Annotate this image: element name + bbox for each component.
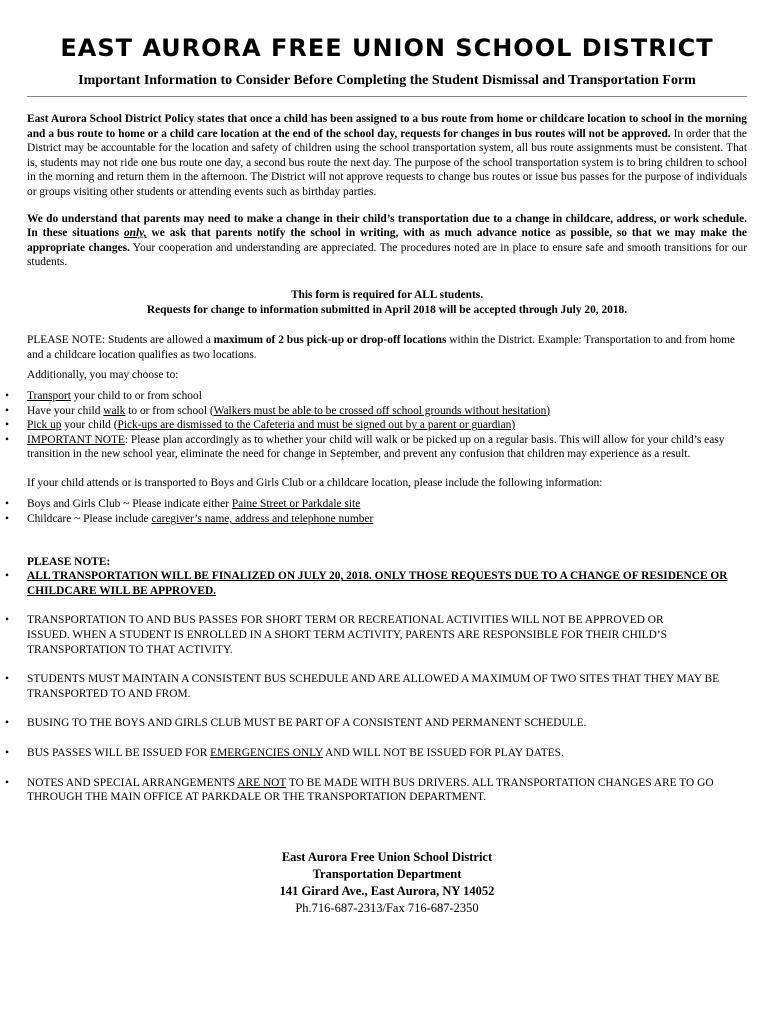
choice-text: Have your child [27, 404, 104, 417]
bullet-icon: • [5, 717, 9, 730]
list-item [5, 776, 747, 805]
childcare-underlined-text: caregiver’s name, address and telephone number [151, 513, 374, 526]
list-item [5, 389, 747, 404]
note-text: AND WILL NOT BE ISSUED FOR PLAY DATES. [322, 747, 564, 759]
childcare-underlined-text: Paine Street or Parkdale site [231, 498, 361, 511]
note-underlined-text: EMERGENCIES ONLY [210, 747, 323, 759]
change-bold-only: only, [123, 227, 147, 240]
list-item [5, 569, 747, 598]
list-item [5, 746, 747, 761]
choice-underlined-text: Walkers must be able to be crossed off school grounds without hesitation) [213, 404, 551, 417]
bullet-icon: • [5, 776, 9, 789]
choice-underlined-text: IMPORTANT NOTE [27, 433, 125, 446]
footer-phone-fax: Ph.716-687-2313/Fax 716-687-2350 [295, 900, 479, 915]
list-item [5, 418, 747, 433]
bullet-icon: • [5, 513, 9, 526]
notes-heading: PLEASE NOTE: [27, 555, 111, 568]
list-item [5, 512, 747, 527]
additionally-line: Additionally, you may choose to: [27, 369, 179, 382]
notes-list [5, 569, 747, 805]
childcare-text: Boys and Girls Club ~ Please indicate either [27, 498, 232, 511]
list-item [5, 433, 747, 462]
childcare-intro: If your child attends or is transported to Boys and Girls Club or a childcare location, please include the following information: [27, 476, 603, 489]
footer-district: East Aurora Free Union School District [281, 849, 493, 864]
childcare-text: Childcare ~ Please include [27, 513, 152, 526]
choice-underlined-text: Pick up [27, 419, 62, 432]
policy-bold-text: East Aurora School District Policy states that once a child has been assigned to a bus route from home or childcare location to school in the morning and a bus route to home or a child care location at the end of the school day, requests for changes in bus routes will not be approved. [27, 113, 747, 140]
required-line-1: This form is required for ALL students. [290, 288, 484, 301]
choice-text: : Please plan accordingly as to whether your child will walk or be picked up on a regular basis. This will allow for your child’s easy transition in the new school year, eliminate the need for change in September, and prevent any confusion that children may experience as a result. [27, 433, 725, 461]
childcare-list [5, 497, 747, 526]
bullet-icon: • [5, 747, 9, 759]
note-text: NOTES AND SPECIAL ARRANGEMENTS [27, 776, 238, 789]
bullet-icon: • [5, 404, 9, 417]
note-text: BUS PASSES WILL BE ISSUED FOR [27, 747, 211, 759]
change-text: Your cooperation and understanding are appreciated. The procedures noted are in place to ensure safe and smooth transitions for our students. [27, 241, 747, 269]
document-subtitle: Important Information to Consider Before Completing the Student Dismissal and Transportation Form [78, 73, 696, 88]
locations-note [27, 333, 747, 362]
bullet-icon: • [5, 389, 9, 402]
choice-link-text: Transport [27, 389, 71, 402]
bullet-icon: • [5, 614, 9, 627]
note-text: TO BE MADE WITH BUS DRIVERS. ALL TRANSPORTATION CHANGES ARE TO GO THROUGH THE MAIN OFFICE AT PARKDALE OR THE TRANSPORTATION DEPARTMENT. [27, 776, 714, 804]
choice-underlined-text: walk [103, 404, 126, 417]
locations-note-text-a: PLEASE NOTE: Students are allowed a [27, 334, 214, 347]
policy-paragraph [27, 112, 747, 200]
list-item [5, 716, 747, 731]
choice-text: your child ( [61, 419, 118, 432]
footer-block [27, 849, 747, 917]
list-item [5, 613, 747, 657]
bullet-icon: • [5, 419, 9, 432]
policy-text: In order that the District may be accountable for the location and safety of children using the school transportation system, all bus route assignments must be consistent. That is, students may not ride one bus route one day, a second bus route the next day. The purpose of the school transportation system is to bring children to school in the morning and return them in the afternoon. The District will not approve requests to change bus routes or issue bus passes for the purpose of individuals or groups visiting other students or attending events such as birthday parties. [27, 127, 747, 198]
note-text: ALL TRANSPORTATION WILL BE FINALIZED ON JULY 20, 2018. ONLY THOSE REQUESTS DUE TO A CHANGE OF RESIDENCE OR CHILDCARE WILL BE APPROVED. [27, 570, 728, 597]
choice-text: your child to or from school [70, 389, 202, 402]
choices-list [5, 389, 747, 462]
bullet-icon: • [5, 673, 9, 686]
bullet-icon: • [5, 570, 9, 583]
bullet-icon: • [5, 498, 9, 511]
change-bold-b: we ask that parents notify the school in writing, with as much advance notice as possible, so that we may make the appropriate changes. [27, 227, 747, 254]
required-line-2: Requests for change to information submitted in April 2018 will be accepted through July 20, 2018. [146, 303, 628, 316]
locations-note-bold: maximum of 2 bus pick-up or drop-off locations [213, 334, 447, 347]
list-item [5, 404, 747, 419]
header-divider [27, 96, 747, 97]
choice-text: to or from school ( [125, 404, 214, 417]
note-text: BUSING TO THE BOYS AND GIRLS CLUB MUST BE PART OF A CONSISTENT AND PERMANENT SCHEDULE. [27, 717, 587, 730]
locations-note-text-b: within the District. Example: Transportation to and from home and a childcare location qualifies as two locations. [27, 334, 735, 361]
footer-department: Transportation Department [312, 866, 462, 881]
note-text: STUDENTS MUST MAINTAIN A CONSISTENT BUS SCHEDULE AND ARE ALLOWED A MAXIMUM OF TWO SITES THAT THEY MAY BE TRANSPORTED TO AND FROM. [27, 673, 720, 700]
note-text: TRANSPORTATION TO AND BUS PASSES FOR SHORT TERM OR RECREATIONAL ACTIVITIES WILL NOT BE APPROVED OR ISSUED. WHEN A STUDENT IS ENROLLED IN A SHORT TERM ACTIVITY, PARENTS ARE RESPONSIBLE FOR THEIR CHILD’S TRANSPORTATION TO THAT ACTIVITY. [27, 614, 667, 656]
list-item [5, 672, 747, 701]
document-page [5, 30, 747, 917]
bullet-icon: • [5, 433, 9, 446]
district-title: EAST AURORA FREE UNION SCHOOL DISTRICT [60, 34, 714, 62]
choice-underlined-text: Pick-ups are dismissed to the Cafeteria and must be signed out by a parent or guardian) [117, 419, 516, 432]
footer-address: 141 Girard Ave., East Aurora, NY 14052 [279, 883, 495, 898]
note-underlined-text: ARE NOT [237, 776, 287, 789]
change-paragraph [27, 212, 747, 270]
list-item [5, 497, 747, 512]
change-bold-a: We do understand that parents may need to make a change in their child’s transportation due to a change in childcare, address, or work schedule. In these situations [27, 212, 747, 240]
